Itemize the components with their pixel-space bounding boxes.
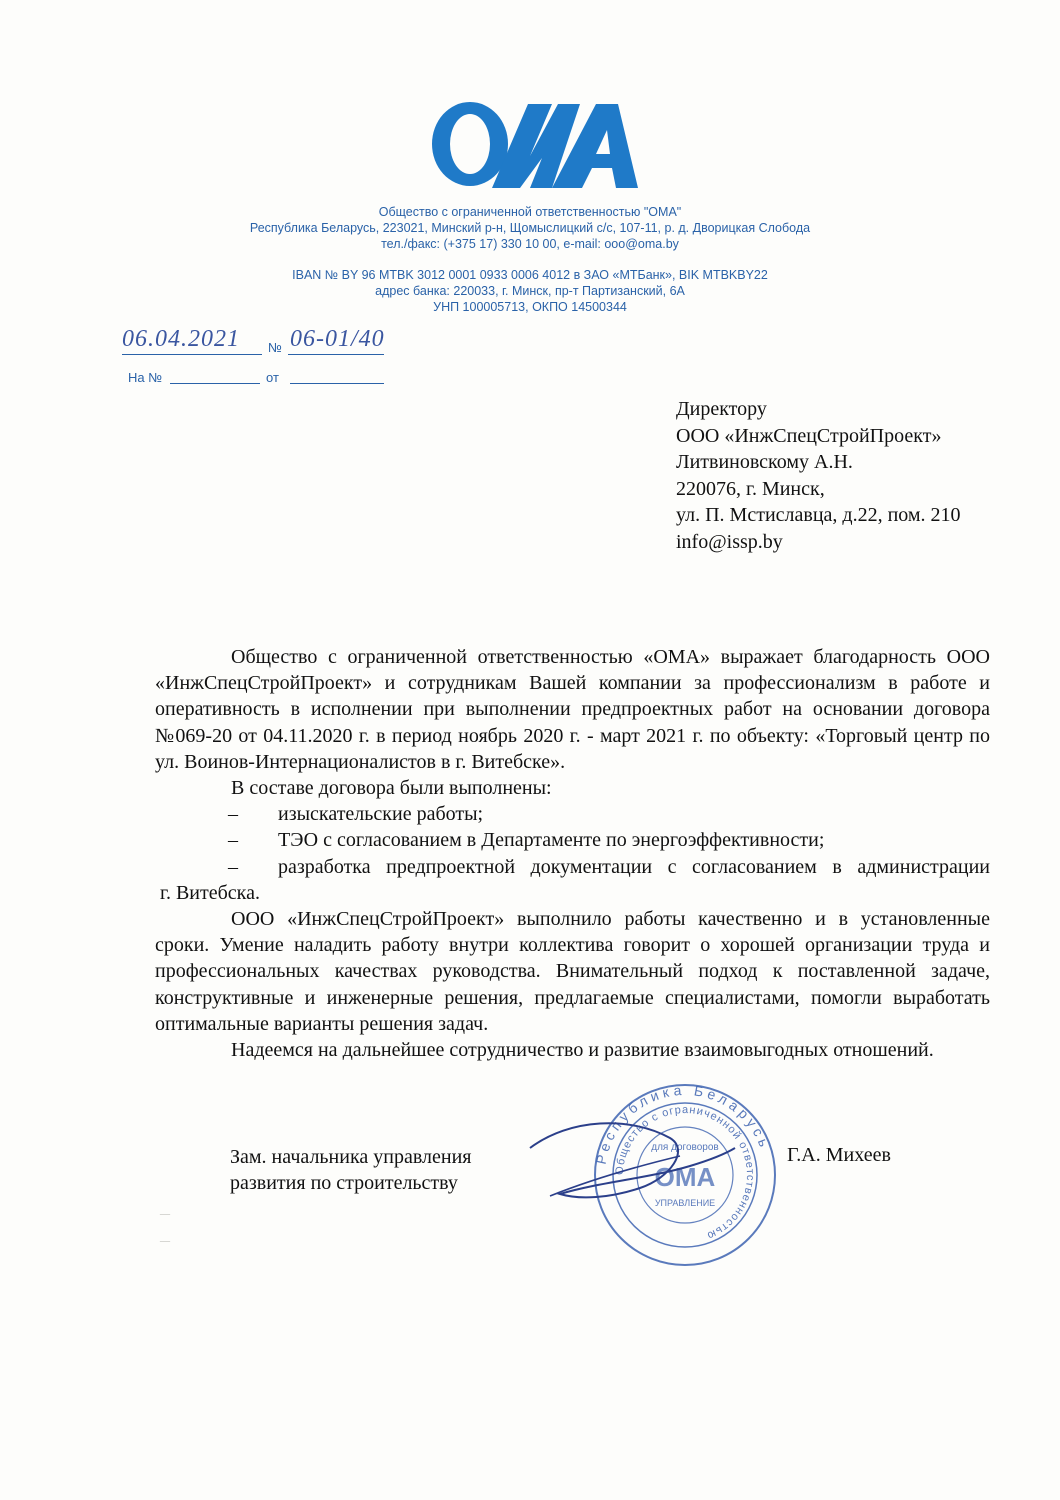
paragraph-scope-intro: В составе договора были выполнены:	[231, 777, 552, 800]
org-iban: IBAN № BY 96 MTBK 3012 0001 0933 0006 4012 в ЗАО «МТБанк», BIK MTBKBY22	[292, 268, 768, 282]
paragraph-quality: ООО «ИнжСпецСтройПроект» выполнило работы качественно и в установленные сроки. Умение наладить работу внутри коллектива говорит о хорошей организации труда и профессиональных качествах руководства. Внимательный подход к поставленной задаче, конструктивные и инженерные решения, предлагаемые специалистами, помогли выработать оптимальные варианты решения задач.	[155, 908, 990, 1035]
handwritten-signature	[520, 1108, 740, 1208]
list-item: – изыскательские работы;	[228, 803, 484, 826]
date-underline	[122, 354, 262, 355]
from-underline	[290, 383, 384, 384]
org-contacts: тел./факс: (+375 17) 330 10 00, e-mail: ooo@oma.by	[381, 237, 679, 251]
list-item-continuation: г. Витебска.	[155, 881, 260, 904]
addressee-block	[676, 396, 961, 555]
org-unp: УНП 100005713, ОКПО 14500344	[433, 300, 627, 314]
bank-address: адрес банка: 220033, г. Минск, пр-т Партизанский, 6А	[375, 284, 685, 298]
list-item: – разработка предпроектной документации с согласованием в администрации	[228, 855, 990, 878]
show-through-text: – –	[160, 1202, 350, 1251]
number-underline	[288, 354, 384, 355]
org-name: Общество с ограниченной ответственностью "ОМА"	[378, 205, 682, 219]
stamp-outer-text: Республика Беларусь	[592, 1081, 774, 1166]
stamp-bottom-text: УПРАВЛЕНИЕ	[654, 1198, 716, 1208]
reply-label: На №	[128, 370, 163, 385]
list-item: – ТЭО с согласованием в Департаменте по энергоэффективности;	[228, 829, 825, 852]
signatory-title: Зам. начальника управления развития по строительству	[230, 1146, 472, 1194]
addressee-line: Директору	[676, 398, 767, 420]
addressee-line: ООО «ИнжСпецСтройПроект»	[676, 424, 942, 447]
signatory-name: Г.А. Михеев	[787, 1144, 891, 1166]
addressee-line: ул. П. Мстиславца, д.22, пом. 210	[676, 504, 961, 526]
stamp-inner-text: Общество с ограниченной ответственностью	[613, 1103, 757, 1242]
letter-number-handwritten: 06-01/40	[290, 326, 385, 352]
stamp-top-text: для договоров	[651, 1142, 719, 1153]
company-logo	[430, 96, 640, 192]
addressee-line: Литвиновскому А.Н.	[676, 451, 853, 473]
letter-body	[155, 644, 990, 1063]
from-label: от	[266, 370, 279, 385]
paragraph-closing: Надеемся на дальнейшее сотрудничество и развитие взаимовыгодных отношений.	[231, 1039, 934, 1062]
stamp-center-logo: OMA	[654, 1162, 716, 1192]
reply-underline	[170, 383, 260, 384]
letter-date-handwritten: 06.04.2021	[122, 326, 240, 352]
number-label: №	[268, 340, 282, 355]
paragraph-gratitude: Общество с ограниченной ответственностью «ОМА» выражает благодарность ООО «ИнжСпецСтройПроект» и сотрудникам Вашей компании за профессионализм в работе и оперативность в исполнении при выполнении предпроектных работ на основании договора №069-20 от 04.11.2020 г. в период ноябрь 2020 г. - март 2021 г. по объекту: «Торговый центр по ул. Воинов-Интернационалистов в г. Витебске».	[155, 646, 990, 773]
addressee-line: 220076, г. Минск,	[676, 477, 825, 500]
org-address: Республика Беларусь, 223021, Минский р-н, Щомыслицкий с/с, 107-11, р. д. Дворицкая Слобода	[249, 221, 811, 235]
addressee-email: info@issp.by	[676, 530, 783, 553]
